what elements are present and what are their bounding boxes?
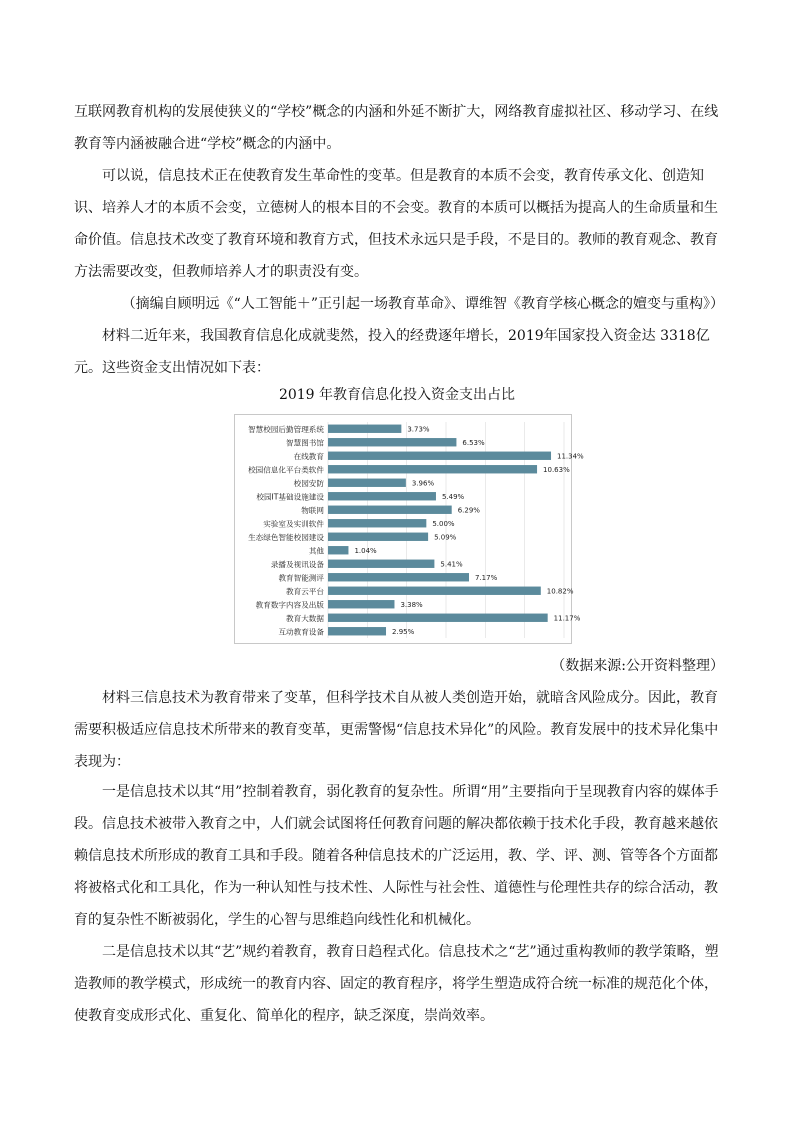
bar-chart-svg	[234, 414, 584, 644]
paragraph-point-two: 二是信息技术以其“艺”规约着教育，教育日趋程式化。信息技术之“艺”通过重构教师的教学策略，塑造教师的教学模式，形成统一的教育内容、固定的教育程序，将学生塑造成符合统一标准的规范化个体，使教育变成形式化、重复化、简单化的程序，缺乏深度，崇尚效率。	[74, 944, 719, 1024]
bar	[328, 587, 541, 595]
value-label: 2.95%	[392, 628, 415, 637]
category-label: 录播及视讯设备	[270, 559, 324, 569]
value-label: 11.17%	[553, 614, 581, 623]
paragraph-education-essence: 可以说，信息技术正在使教育发生革命性的变革。但是教育的本质不会变，教育传承文化、创造知识、培养人才的本质不会变，立德树人的根本目的不会变。教育的本质可以概括为提高人的生命质量和生命价值。信息技术改变了教育环境和教育方式，但技术永远只是手段，不是目的。教师的教育观念、教育方法需要改变，但教师培养人才的职责没有变。	[74, 168, 718, 280]
paragraph-material-two: 材料二近年来，我国教育信息化成就斐然，投入的经费逐年增长，2019年国家投入资金达 3318亿元。这些资金支出情况如下表：	[74, 328, 710, 376]
value-label: 11.34%	[557, 452, 584, 461]
category-label: 实验室及实训软件	[263, 519, 324, 529]
bar	[328, 533, 428, 541]
bar	[328, 506, 452, 514]
value-label: 3.73%	[407, 425, 430, 434]
category-label: 生态绿色智能校园建设	[248, 532, 324, 542]
chart-title: 2019 年教育信息化投入资金支出占比	[278, 387, 516, 403]
value-label: 10.82%	[546, 587, 574, 596]
bar	[328, 519, 426, 527]
value-label: 5.09%	[434, 533, 457, 542]
value-label: 3.38%	[400, 601, 423, 610]
category-label: 校园信息化平台类软件	[248, 465, 324, 475]
category-label: 教育智能测评	[278, 573, 324, 583]
value-label: 6.29%	[457, 506, 480, 515]
data-source-note: （数据来源:公开资料整理）	[551, 658, 724, 674]
category-label: 智慧图书馆	[286, 438, 324, 448]
value-label: 5.00%	[432, 520, 455, 529]
category-label: 教育数字内容及出版	[255, 600, 324, 610]
bar	[328, 627, 386, 635]
value-label: 5.41%	[440, 560, 463, 569]
bar	[328, 465, 537, 473]
category-label: 教育大数据	[286, 613, 324, 623]
value-label: 1.04%	[354, 547, 377, 556]
bar	[328, 614, 548, 622]
bar	[328, 560, 434, 568]
bar	[328, 452, 551, 460]
paragraph-point-one: 一是信息技术以其“用”控制着教育，弱化教育的复杂性。所谓“用”主要指向于呈现教育内容的媒体手段。信息技术被带入教育之中，人们就会试图将任何教育问题的解决都依赖于技术化手段，教育越来越依赖信息技术所形成的教育工具和手段。随着各种信息技术的广泛运用，教、学、评、测、管等各个方面都将被格式化和工具化，作为一种认知性与技术性、人际性与社会性、道德性与伦理性共存的综合活动，教育的复杂性不断被弱化，学生的心智与思维趋向线性化和机械化。	[74, 784, 719, 928]
bar	[328, 492, 436, 500]
category-label: 其他	[308, 546, 324, 556]
bar-chart	[234, 414, 584, 644]
category-label: 智慧校园后勤管理系统	[248, 424, 324, 434]
bar	[328, 425, 401, 433]
value-label: 6.53%	[462, 439, 485, 448]
citation: （摘编自顾明远《“人工智能＋”正引起一场教育革命》、谭维智《教育学核心概念的嬗变与重构》）	[121, 296, 724, 312]
category-label: 校园IT基础设施建设	[256, 492, 324, 502]
bar	[328, 600, 394, 608]
bar	[328, 479, 406, 487]
paragraph-internet-schools: 互联网教育机构的发展使狭义的“学校”概念的内涵和外延不断扩大，网络教育虚拟社区、移动学习、在线教育等内涵被融合进“学校”概念的内涵中。	[74, 104, 719, 152]
category-label: 在线教育	[293, 451, 324, 461]
value-label: 5.49%	[441, 493, 465, 502]
category-label: 互动教育设备	[278, 627, 324, 637]
bar	[328, 438, 456, 446]
category-label: 校园安防	[293, 478, 324, 488]
category-label: 教育云平台	[286, 586, 324, 596]
paragraph-material-three: 材料三信息技术为教育带来了变革，但科学技术自从被人类创造开始，就暗含风险成分。因此，教育需要积极适应信息技术所带来的教育变革，更需警惕“信息技术异化”的风险。教育发展中的技术异化集中表现为：	[74, 690, 719, 770]
bar	[328, 573, 469, 581]
value-label: 3.96%	[411, 479, 435, 488]
value-label: 10.63%	[543, 466, 570, 475]
bar	[328, 546, 348, 554]
value-label: 7.17%	[475, 574, 498, 583]
category-label: 物联网	[301, 505, 324, 515]
